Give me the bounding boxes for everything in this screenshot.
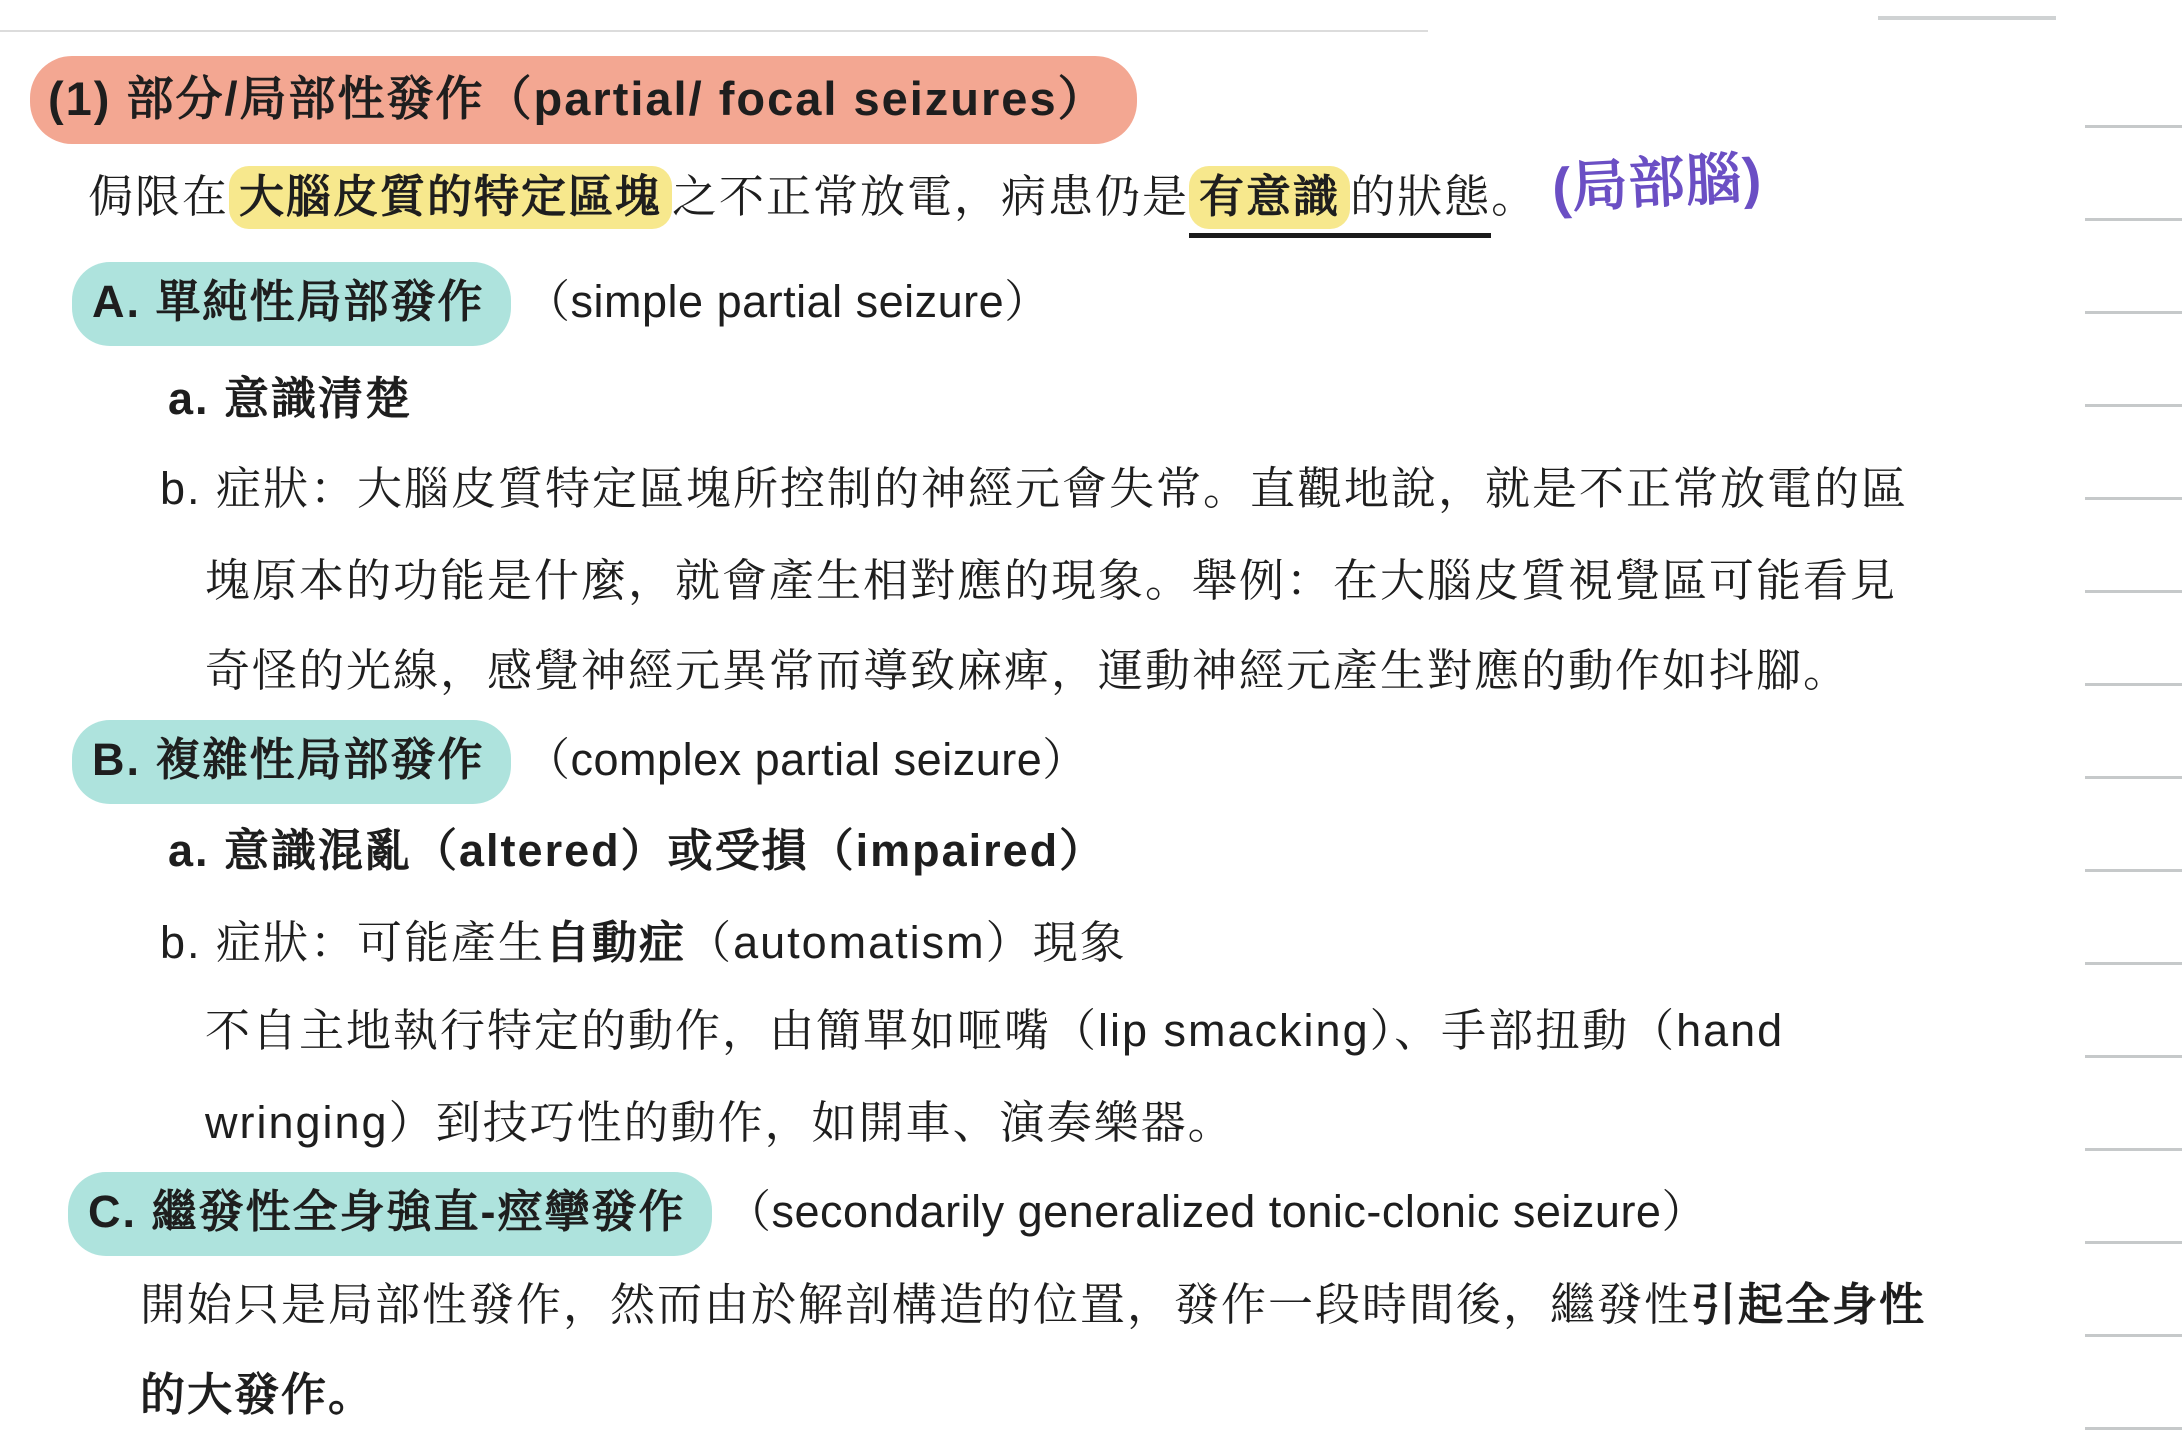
section-c-body-line2-text: 的大發作。: [140, 1369, 376, 1420]
section-b-item-b-line3-text: wringing）到技巧性的動作，如開車、演奏樂器。: [205, 1097, 1235, 1148]
section-c-body-line1-pre: 開始只是局部性發作，然而由於解剖構造的位置，發作一段時間後，繼發性: [140, 1279, 1692, 1330]
page-top-border: [0, 30, 1428, 32]
ruled-line: [2085, 218, 2182, 221]
page-top-border-right: [1878, 16, 2056, 20]
section-c-body-line2: [140, 1364, 375, 1426]
section-b-item-a: [168, 820, 1106, 882]
conscious-yellow-highlight: 有意識: [1189, 166, 1350, 229]
section-b-highlight-pill: B. 複雜性局部發作: [72, 720, 511, 804]
section-a-item-a: [168, 368, 412, 430]
section-b-item-a-text: a. 意識混亂（altered）或受損（impaired）: [168, 825, 1107, 876]
ruled-line: [2085, 1241, 2182, 1244]
section-a-item-a-text: a. 意識清楚: [168, 373, 413, 424]
handwritten-annotation: (局部腦): [1550, 145, 1764, 220]
ruled-line: [2085, 1148, 2182, 1151]
section-b-item-b-post: （automatism）現象: [686, 917, 1127, 968]
ruled-line: [2085, 869, 2182, 872]
section-b-item-b-line3: [205, 1092, 1235, 1154]
section-b-item-b-line2: [205, 1000, 1784, 1062]
section-a-item-b-line3-text: 奇怪的光線，感覺神經元異常而導致麻痺，運動神經元產生對應的動作如抖腳。: [205, 645, 1851, 696]
conscious-underline-group: [1189, 166, 1491, 238]
section-a-heading-en: （simple partial seizure）: [525, 276, 1050, 327]
ruled-line: [2085, 404, 2182, 407]
ruled-line: [2085, 1334, 2182, 1337]
section-c-body-line1-bold: 引起全身性: [1691, 1279, 1927, 1330]
section-b-item-b-line2-text: 不自主地執行特定的動作，由簡單如咂嘴（lip smacking）、手部扭動（hand: [205, 1005, 1785, 1056]
intro-mid: 之不正常放電，病患仍是: [672, 171, 1190, 222]
intro-line: [88, 145, 1764, 238]
cortex-yellow-highlight: 大腦皮質的特定區塊: [229, 166, 672, 229]
section-a-item-b-line2: [205, 550, 1897, 612]
section-c-heading: [68, 1172, 1707, 1256]
ruled-line: [2085, 1055, 2182, 1058]
section-b-item-b-bold: 自動症: [545, 917, 687, 968]
ruled-line: [2085, 125, 2182, 128]
section-b-heading-en: （complex partial seizure）: [525, 734, 1088, 785]
ruled-line: [2085, 497, 2182, 500]
section-a-item-b-line1-text: b. 症狀：大腦皮質特定區塊所控制的神經元會失常。直觀地說，就是不正常放電的區: [160, 463, 1909, 514]
ruled-line: [2085, 776, 2182, 779]
section-c-highlight-pill: C. 繼發性全身強直-痙攣發作: [68, 1172, 712, 1256]
title-text: (1) 部分/局部性發作（partial/ focal seizures）: [48, 72, 1107, 125]
title-highlight-pill: [30, 56, 1137, 144]
section-a-heading: [72, 262, 1050, 346]
section-a-item-b-line3: [205, 640, 1850, 702]
ruled-line: [2085, 590, 2182, 593]
section-b-item-b-pre: b. 症狀：可能產生: [160, 917, 546, 968]
section-c-body-line1: [140, 1274, 1926, 1336]
title-line: [30, 56, 1137, 144]
section-a-item-b-line1: [160, 458, 1908, 520]
section-b-item-b-line1: [160, 912, 1127, 974]
section-a-highlight-pill: A. 單純性局部發作: [72, 262, 511, 346]
intro-pre: 侷限在: [88, 171, 230, 222]
intro-underlined-tail: 的狀態: [1350, 171, 1492, 222]
section-a-item-b-line2-text: 塊原本的功能是什麼，就會產生相對應的現象。舉例：在大腦皮質視覺區可能看見: [205, 555, 1898, 606]
intro-period: 。: [1491, 171, 1539, 222]
ruled-line: [2085, 962, 2182, 965]
ruled-line: [2085, 683, 2182, 686]
section-b-heading: [72, 720, 1088, 804]
ruled-line: [2085, 311, 2182, 314]
section-c-heading-en: （secondarily generalized tonic-clonic seizure）: [726, 1186, 1707, 1237]
